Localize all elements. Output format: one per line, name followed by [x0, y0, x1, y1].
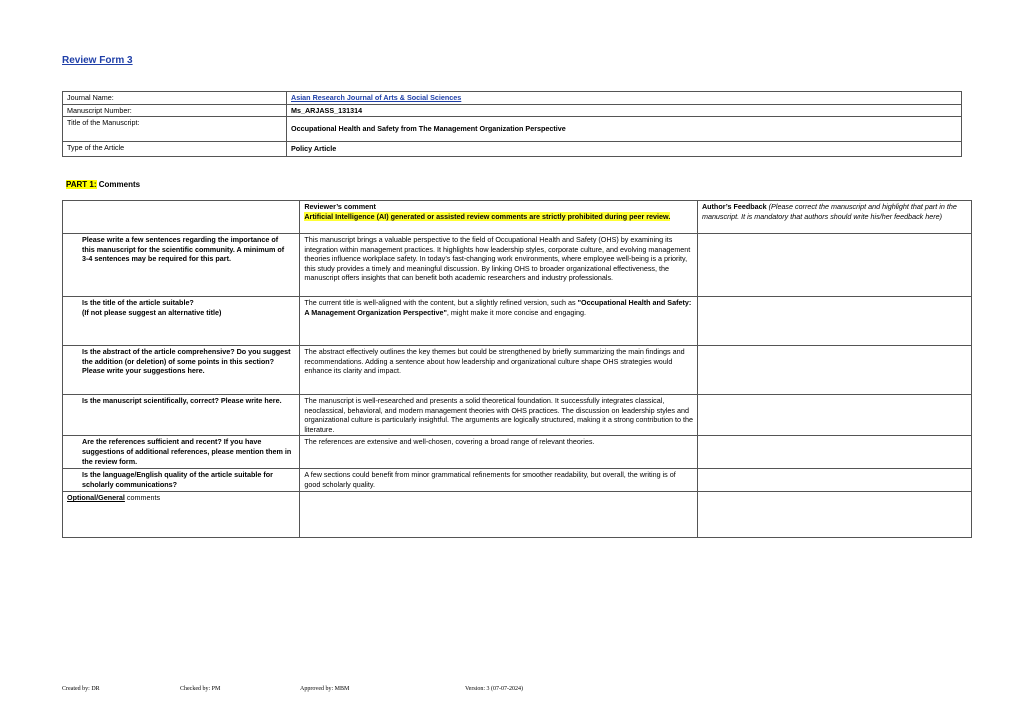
- comment-language: A few sections could benefit from minor grammatical refinements for smoother readability, but overall, the writing is of good scholarly quality.: [300, 469, 698, 492]
- part1-title: Comments: [98, 180, 141, 189]
- comment-scientific: The manuscript is well-researched and presents a solid theoretical foundation. It successfully integrates classical, neoclassical, behavioral, and modern management theories with OHS practices. The discussion on leadership styles and organizational culture is particularly insightful. The arguments are logically structured, making it a strong contribution to the literature.: [300, 395, 698, 436]
- comment-title-suggestion: "Occupational Health and Safety: A Management Organization Perspective": [304, 298, 692, 317]
- article-type-label: Type of the Article: [63, 142, 287, 157]
- manuscript-title-row: [63, 117, 962, 142]
- footer-checked: Checked by: PM: [180, 686, 221, 692]
- author-feedback-title[interactable]: [697, 297, 971, 346]
- article-type-value: Policy Article: [287, 142, 962, 157]
- comment-title-pre: The current title is well-aligned with the content, but a slightly refined version, such as: [304, 298, 578, 307]
- review-row-language: [63, 469, 972, 492]
- comment-title: [300, 297, 698, 346]
- form-title: Review Form 3: [62, 55, 133, 66]
- author-feedback-language[interactable]: [697, 469, 971, 492]
- optional-comment[interactable]: [300, 492, 698, 538]
- reviewer-comment-heading: Reviewer’s comment: [304, 202, 376, 211]
- author-feedback-scientific[interactable]: [697, 395, 971, 436]
- author-feedback-heading: Author’s Feedback: [701, 202, 767, 211]
- part1-label: PART 1:: [66, 180, 97, 189]
- review-row-optional: [63, 492, 972, 538]
- journal-label: Journal Name:: [63, 92, 287, 105]
- review-row-abstract: [63, 346, 972, 395]
- author-feedback-abstract[interactable]: [697, 346, 971, 395]
- part1-heading: [66, 180, 140, 189]
- article-type-row: [63, 142, 962, 157]
- footer-created: Created by: DR: [62, 686, 100, 692]
- manuscript-number-row: [63, 104, 962, 117]
- comment-abstract: The abstract effectively outlines the key themes but could be strengthened by briefly summarizing the main findings and recommendations. Adding a sentence about how leadership and organizational culture shape OHS strategies would enhance its clarity and impact.: [300, 346, 698, 395]
- journal-row: [63, 92, 962, 105]
- author-feedback-importance[interactable]: [697, 234, 971, 297]
- optional-suffix: comments: [124, 493, 161, 503]
- manuscript-title-value: Occupational Health and Safety from The Management Organization Perspective: [287, 117, 962, 142]
- footer-version: Version: 3 (07-07-2024): [465, 686, 523, 692]
- review-comments-table: [62, 200, 972, 538]
- author-feedback-header-cell: [697, 201, 971, 234]
- optional-label: Optional/General: [67, 493, 125, 503]
- ai-warning-text: Artificial Intelligence (AI) generated or assisted review comments are strictly prohibited during peer review.: [304, 211, 671, 221]
- manuscript-info-table: [62, 91, 962, 157]
- manuscript-title-label: Title of the Manuscript:: [63, 117, 287, 142]
- review-row-importance: [63, 234, 972, 297]
- header-empty-cell: [63, 201, 300, 234]
- reviewer-header-cell: [300, 201, 698, 234]
- author-feedback-optional[interactable]: [697, 492, 971, 538]
- journal-link[interactable]: Asian Research Journal of Arts & Social Sciences: [291, 93, 462, 102]
- comment-title-post: , might make it more concise and engaging.: [446, 307, 586, 317]
- review-row-title: [63, 297, 972, 346]
- question-abstract: Is the abstract of the article comprehensive? Do you suggest the addition (or deletion) of some points in this section? Please write your suggestions here.: [63, 346, 300, 395]
- question-language: Is the language/English quality of the article suitable for scholarly communications?: [63, 469, 300, 492]
- footer-approved: Approved by: MBM: [300, 686, 350, 692]
- question-scientific: Is the manuscript scientifically, correct? Please write here.: [63, 395, 300, 436]
- review-header-row: [63, 201, 972, 234]
- question-title: Is the title of the article suitable? (If not please suggest an alternative title): [63, 297, 300, 346]
- comment-importance: This manuscript brings a valuable perspective to the field of Occupational Health and Safety (OHS) by examining its integration within management practices. It highlights how leadership styles, corporate culture, and evolving management theories influence workplace safety. In today’s fast-changing work environments, where employee well-being is a priority, this study provides a timely and meaningful discussion. By linking OHS to broader organizational effectiveness, the manuscript offers insights that can benefit both academic researchers and industry professionals.: [300, 234, 698, 297]
- manuscript-number-value: Ms_ARJASS_131314: [287, 104, 962, 117]
- comment-references: The references are extensive and well-chosen, covering a broad range of relevant theories.: [300, 436, 698, 469]
- question-references: Are the references sufficient and recent? If you have suggestions of additional references, please mention them in the review form.: [63, 436, 300, 469]
- optional-comments-label: [63, 492, 300, 538]
- review-row-scientific: [63, 395, 972, 436]
- author-feedback-references[interactable]: [697, 436, 971, 469]
- author-feedback-note: (Please correct the manuscript and highlight that part in the manuscript. It is mandatory that authors should write his/her feedback here): [701, 202, 957, 221]
- manuscript-number-label: Manuscript Number:: [63, 104, 287, 117]
- question-importance: Please write a few sentences regarding the importance of this manuscript for the scientific community. A minimum of 3-4 sentences may be required for this part.: [63, 234, 300, 297]
- review-row-references: [63, 436, 972, 469]
